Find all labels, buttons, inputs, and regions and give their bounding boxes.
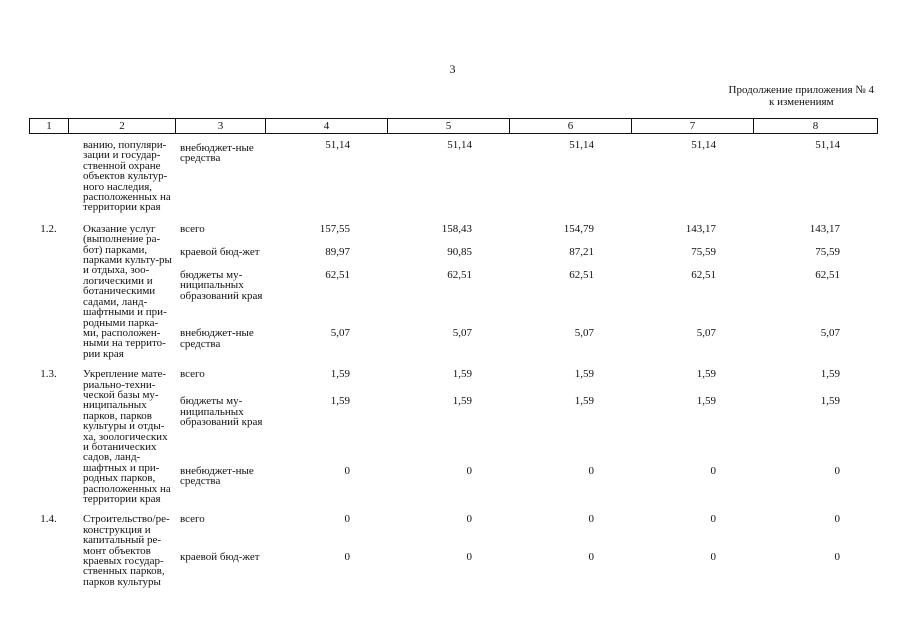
- continuation-line-1: Продолжение приложения № 4: [728, 84, 874, 96]
- value-cell: 62,51: [325, 268, 350, 281]
- funding-source: внебюджет-ные средства: [180, 142, 254, 165]
- value-cell: 0: [710, 464, 716, 477]
- header-col-1: 1: [30, 119, 69, 134]
- row-description: Оказание услуг (выполнение ра-бот) парками, парками культу-ры и отдыха, зоо-логическими и ботаническими садами, ланд-шафтными и при-родными парка-ми, расположен-ными на террито-рии края: [83, 222, 172, 360]
- value-cell: 5,07: [330, 327, 350, 340]
- funding-source: внебюджет-ные средства: [180, 327, 254, 350]
- row-description: ванию, популяри-зации и государ-ственной охране объектов культур-ного наследия, расположенных на территории края: [83, 139, 171, 214]
- value-cell: 0: [710, 551, 716, 564]
- value-cell: 5,07: [452, 327, 472, 340]
- financing-table: [29, 140, 877, 587]
- value-cell: 51,14: [447, 139, 472, 151]
- row-number: 1.3.: [40, 368, 57, 381]
- value-cell: 1,59: [330, 395, 350, 408]
- value-cell: 75,59: [691, 245, 716, 258]
- value-cell: 51,14: [569, 139, 594, 151]
- funding-source: внебюджет-ные средства: [180, 464, 254, 488]
- value-cell: 0: [344, 464, 350, 477]
- funding-source: бюджеты му-ниципальных образований края: [180, 395, 263, 429]
- row-number: [29, 140, 68, 221]
- value-cell: 1,59: [574, 395, 594, 408]
- table-row: [29, 221, 877, 244]
- funding-source: всего: [180, 368, 205, 381]
- value-cell: 0: [466, 551, 472, 564]
- row-number: 1.4.: [40, 513, 57, 526]
- value-cell: 0: [466, 513, 472, 526]
- row-number: 1.2.: [40, 222, 57, 235]
- value-cell: 0: [466, 464, 472, 477]
- value-cell: 62,51: [815, 268, 840, 281]
- value-cell: 143,17: [809, 222, 840, 235]
- value-cell: 0: [588, 513, 594, 526]
- value-cell: 89,97: [325, 245, 350, 258]
- continuation-caption: [729, 84, 874, 108]
- value-cell: 0: [834, 513, 840, 526]
- page-number: 3: [449, 62, 456, 76]
- value-cell: 90,85: [447, 245, 472, 258]
- value-cell: 0: [344, 551, 350, 564]
- value-cell: 51,14: [815, 139, 840, 151]
- value-cell: 51,14: [325, 139, 350, 151]
- value-cell: 62,51: [447, 268, 472, 281]
- row-description: Строительство/ре-конструкция и капитальный ре-монт объектов краевых государ-ственных парков, парков культуры: [83, 513, 170, 588]
- header-col-6: 6: [510, 119, 632, 134]
- row-description: Укрепление мате-риально-техни-ческой базы му-ниципальных парков, парков культуры и отды-ха, зоологических и ботанических садов, ланд-шафтных и при-родных парков, расположенных на территории края: [83, 368, 171, 505]
- value-cell: 0: [710, 513, 716, 526]
- header-col-2: 2: [69, 119, 176, 134]
- column-number-header: [29, 118, 878, 134]
- value-cell: 1,59: [330, 368, 350, 381]
- value-cell: 157,55: [319, 222, 350, 235]
- value-cell: 5,07: [820, 327, 840, 340]
- value-cell: 75,59: [815, 245, 840, 258]
- value-cell: 1,59: [452, 368, 472, 381]
- value-cell: 1,59: [820, 368, 840, 381]
- header-col-4: 4: [266, 119, 388, 134]
- value-cell: 1,59: [696, 395, 716, 408]
- funding-source: всего: [180, 222, 205, 235]
- value-cell: 154,79: [563, 222, 594, 235]
- value-cell: 5,07: [696, 327, 716, 340]
- value-cell: 0: [834, 464, 840, 477]
- table-row: [29, 366, 877, 393]
- header-col-7: 7: [632, 119, 754, 134]
- header-col-5: 5: [388, 119, 510, 134]
- value-cell: 1,59: [574, 368, 594, 381]
- header-row: [30, 119, 878, 134]
- funding-source: краевой бюд-жет: [180, 551, 260, 564]
- value-cell: 158,43: [441, 222, 472, 235]
- value-cell: 0: [588, 464, 594, 477]
- table-row: [29, 511, 877, 549]
- value-cell: 51,14: [691, 139, 716, 151]
- value-cell: 0: [344, 513, 350, 526]
- value-cell: 1,59: [820, 395, 840, 408]
- continuation-line-2: к изменениям: [768, 96, 834, 108]
- funding-source: всего: [180, 513, 205, 526]
- header-col-3: 3: [176, 119, 266, 134]
- value-cell: 1,59: [696, 368, 716, 381]
- header-col-8: 8: [754, 119, 878, 134]
- value-cell: 62,51: [569, 268, 594, 281]
- funding-source: краевой бюд-жет: [180, 245, 260, 258]
- value-cell: 0: [834, 551, 840, 564]
- value-cell: 5,07: [574, 327, 594, 340]
- value-cell: 0: [588, 551, 594, 564]
- value-cell: 87,21: [569, 245, 594, 258]
- value-cell: 1,59: [452, 395, 472, 408]
- funding-source: бюджеты му-ниципальных образований края: [180, 268, 263, 302]
- table-row: [29, 140, 877, 221]
- value-cell: 62,51: [691, 268, 716, 281]
- value-cell: 143,17: [685, 222, 716, 235]
